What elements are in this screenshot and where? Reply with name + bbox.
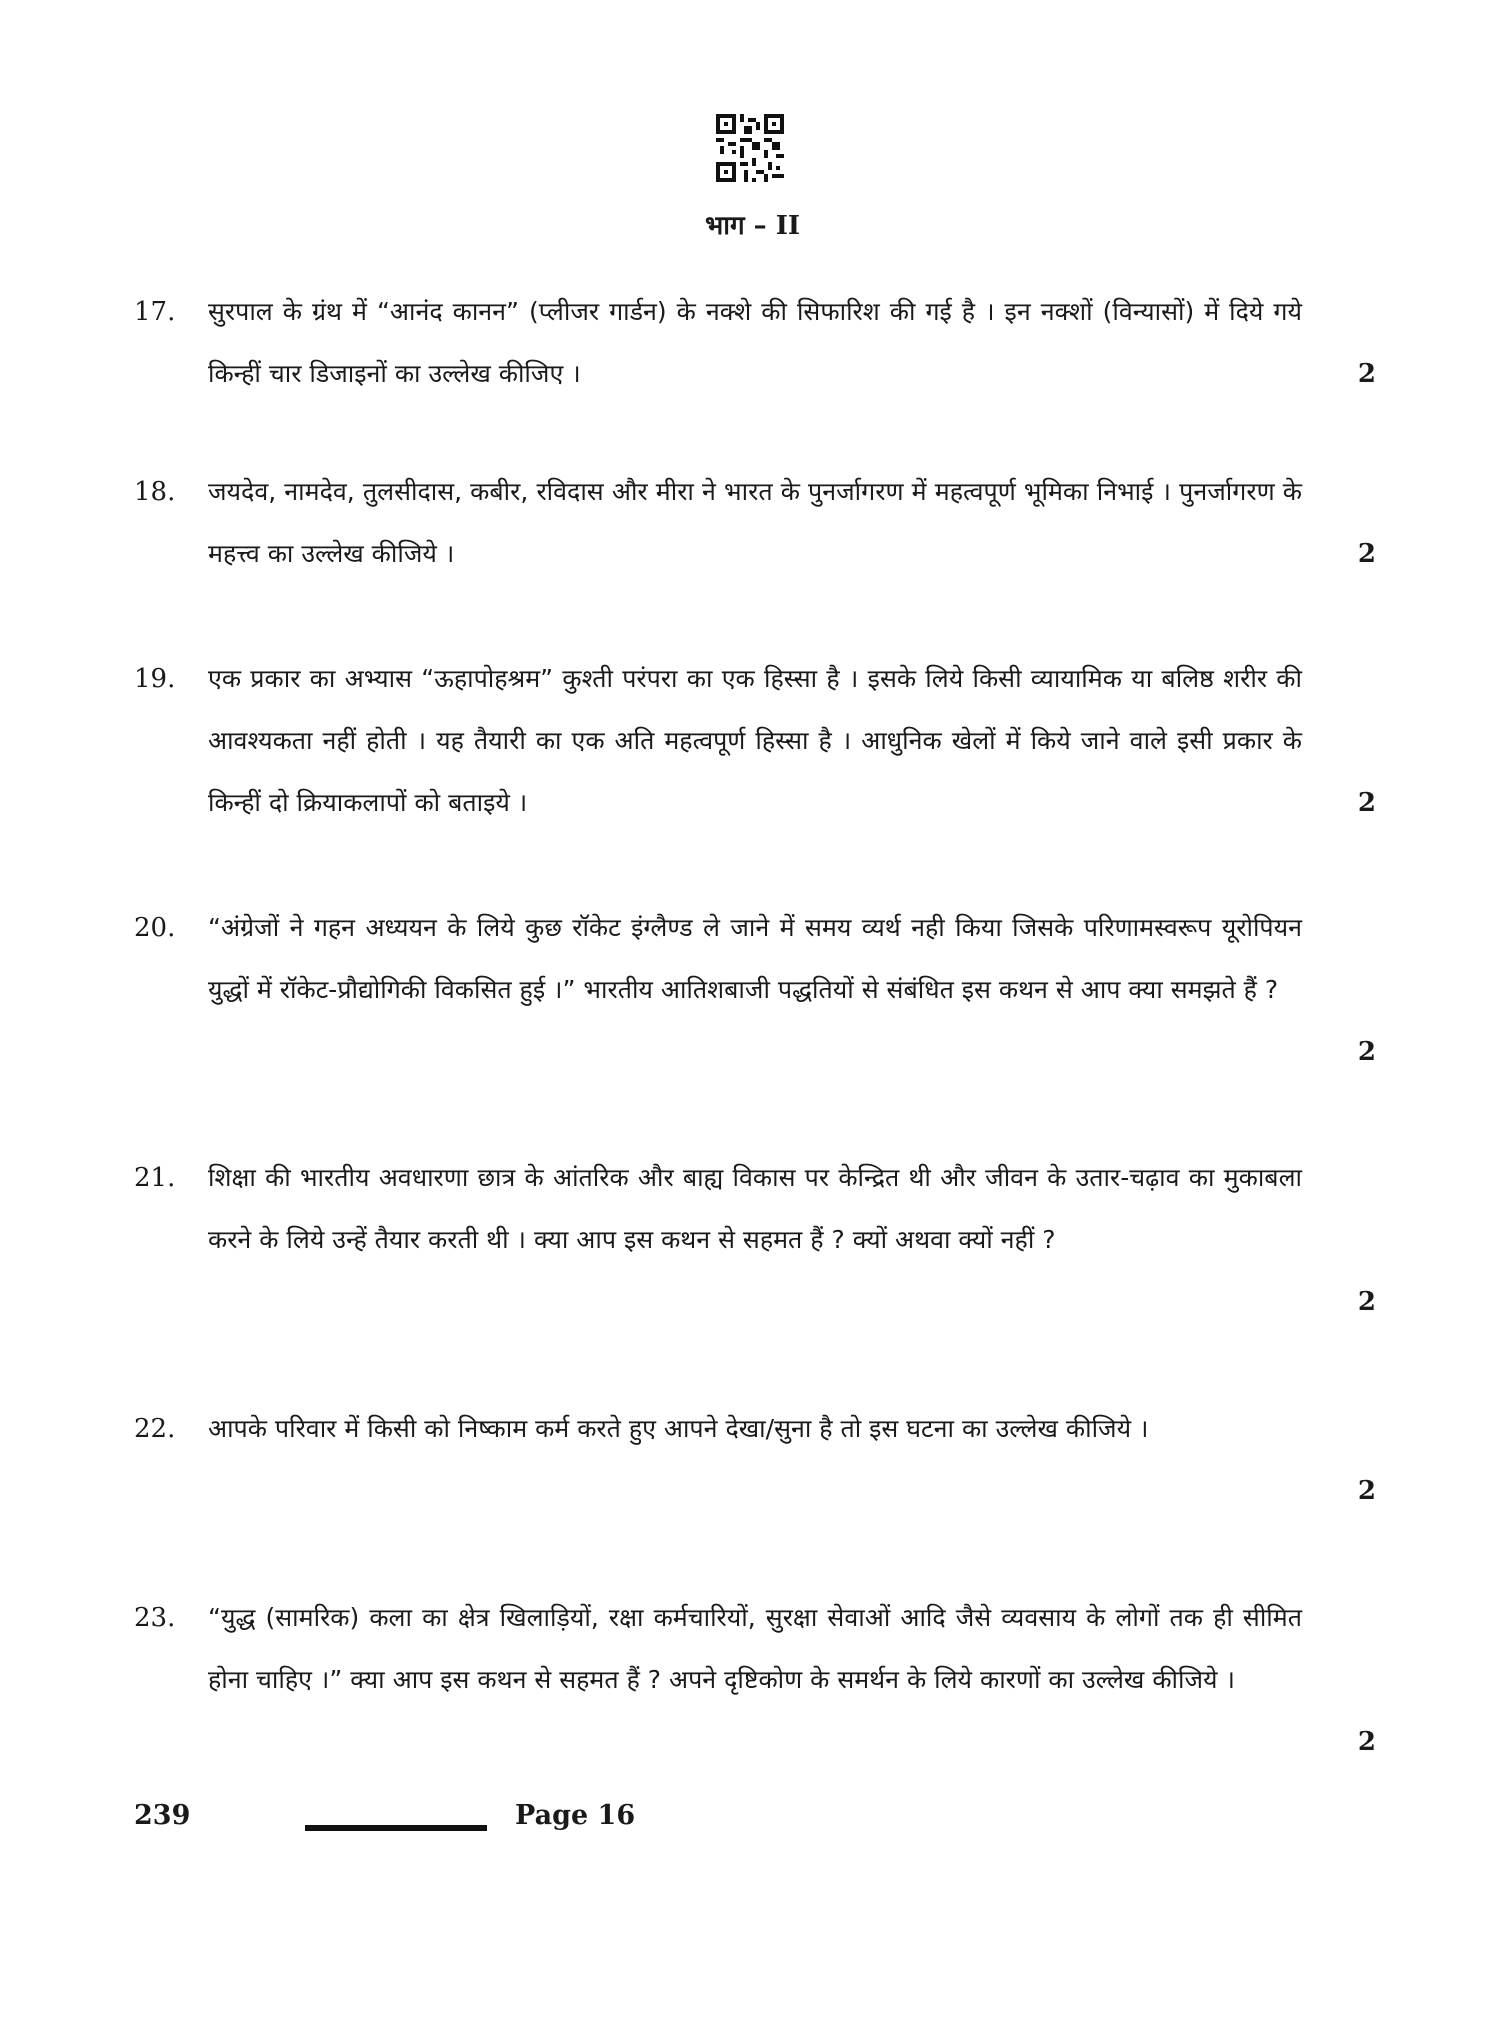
paper-code: 239 — [134, 1800, 191, 1831]
question-marks: 2 — [1357, 1037, 1376, 1067]
question-text: आपके परिवार में किसी को निष्काम कर्म करते हुए आपने देखा/सुना है तो इस घटना का उल्लेख कीजिये । — [208, 1414, 1149, 1443]
question-number: 17. — [134, 297, 176, 327]
question-number: 23. — [134, 1603, 176, 1633]
question-number: 20. — [134, 913, 176, 943]
question-text: शिक्षा की भारतीय अवधारणा छात्र के आंतरिक और बाह्य विकास पर केन्द्रित थी और जीवन के उतार-चढ़ाव का मुकाबला करने के लिये उन्हें तैयार करती थी । क्या आप इस कथन से सहमत हैं ? क्यों अथवा क्यों नहीं ? — [208, 1163, 1302, 1254]
question-marks: 2 — [1357, 788, 1376, 818]
question-number: 18. — [134, 477, 176, 507]
question-marks: 2 — [1357, 1287, 1376, 1317]
question-text: एक प्रकार का अभ्यास “ऊहापोहश्रम” कुश्ती परंपरा का एक हिस्सा है । इसके लिये किसी व्यायामिक या बलिष्ठ शरीर की आवश्यकता नहीं होती । यह तैयारी का एक अति महत्वपूर्ण हिस्सा है । आधुनिक खेलों में किये जाने वाले इसी प्रकार के किन्हीं दो क्रियाकलापों को बताइये । — [208, 664, 1302, 817]
question-number: 22. — [134, 1414, 176, 1444]
question-text: “युद्ध (सामरिक) कला का क्षेत्र खिलाड़ियों, रक्षा कर्मचारियों, सुरक्षा सेवाओं आदि जैसे व्यवसाय के लोगों तक ही सीमित होना चाहिए ।” क्या आप इस कथन से सहमत हैं ? अपने दृष्टिकोण के समर्थन के लिये कारणों का उल्लेख कीजिये । — [208, 1603, 1302, 1694]
question-marks: 2 — [1357, 1476, 1376, 1506]
question-marks: 2 — [1357, 539, 1376, 569]
page-number: Page 16 — [515, 1800, 636, 1831]
question-text: जयदेव, नामदेव, तुलसीदास, कबीर, रविदास और मीरा ने भारत के पुनर्जागरण में महत्वपूर्ण भूमिका निभाई । पुनर्जागरण के महत्त्व का उल्लेख कीजिये । — [208, 477, 1302, 568]
question-number: 19. — [134, 664, 176, 694]
footer-divider — [305, 1825, 487, 1831]
question-number: 21. — [134, 1163, 176, 1193]
question-text: “अंग्रेजों ने गहन अध्ययन के लिये कुछ रॉकेट इंग्लैण्ड ले जाने में समय व्यर्थ नही किया जिसके परिणामस्वरूप यूरोपियन युद्धों में रॉकेट-प्रौद्योगिकी विकसित हुई ।” भारतीय आतिशबाजी पद्धतियों से संबंधित इस कथन से आप क्या समझते हैं ? — [208, 913, 1302, 1004]
question-marks: 2 — [1357, 359, 1376, 389]
question-marks: 2 — [1357, 1727, 1376, 1757]
section-title: भाग – II — [704, 211, 801, 241]
question-text: सुरपाल के ग्रंथ में “आनंद कानन” (प्लीजर गार्डन) के नक्शे की सिफारिश की गई है । इन नक्शों (विन्यासों) में दिये गये किन्हीं चार डिजाइनों का उल्लेख कीजिए । — [208, 297, 1302, 388]
qr-code-icon — [716, 114, 784, 182]
